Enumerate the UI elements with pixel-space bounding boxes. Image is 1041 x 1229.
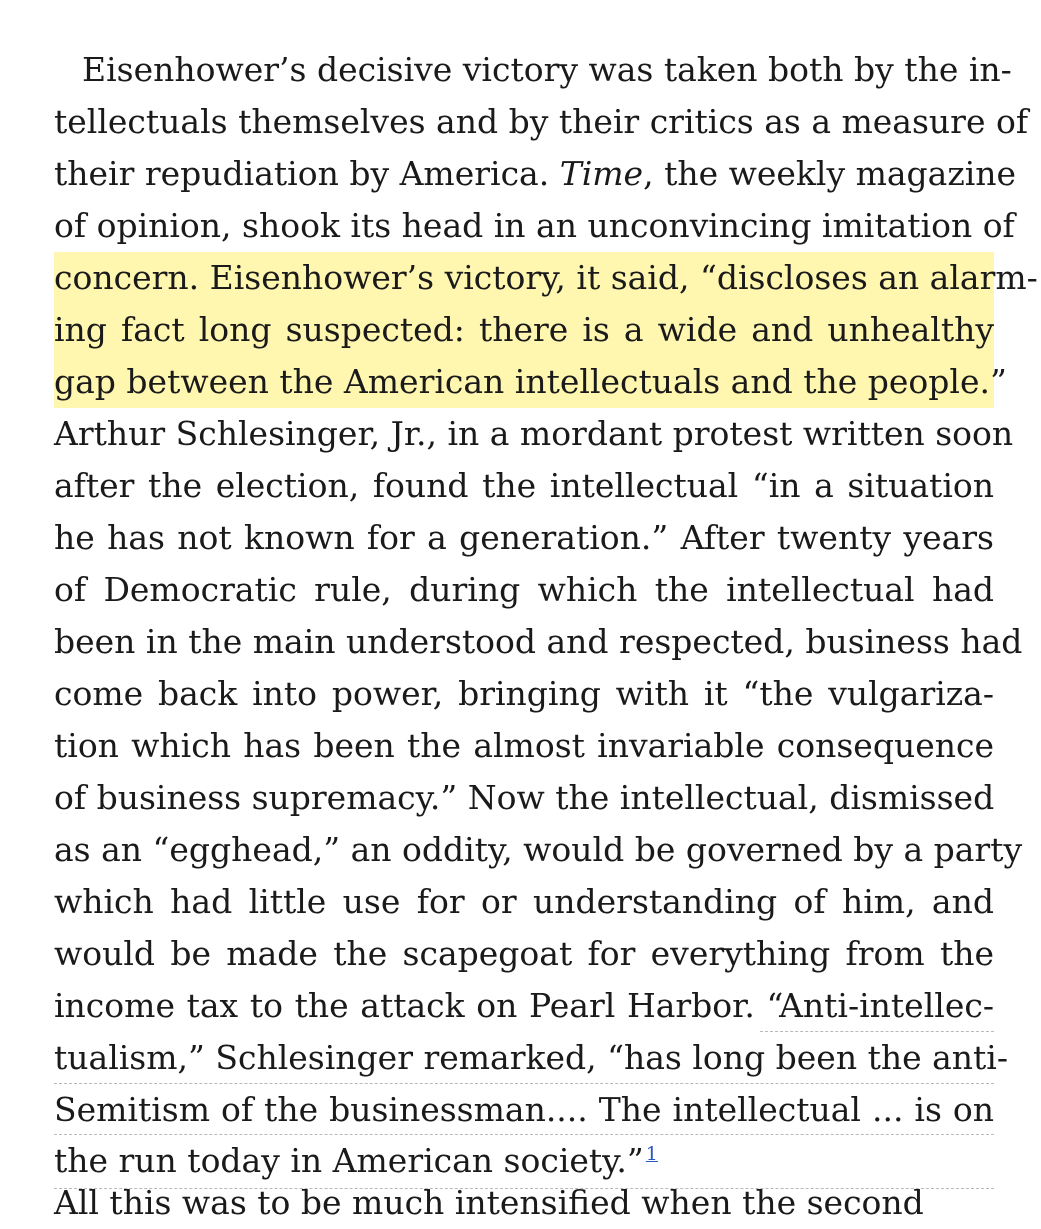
cutoff-text: All this was to be much intensified when the second	[54, 1183, 924, 1222]
underlined-line[interactable]	[54, 1135, 994, 1187]
text-line: after the election, found the intellectual “in a situation	[54, 466, 994, 505]
highlighted-line[interactable]: ing fact long suspected: there is a wide and unhealthy	[54, 304, 994, 356]
text-segment: the run today in American society.”	[54, 1141, 644, 1180]
underlined-line[interactable]: Semitism of the businessman.... The intellectual ... is on	[54, 1084, 994, 1136]
text-line: tion which has been the almost invariable consequence	[54, 726, 994, 765]
text-line: he has not known for a generation.” After twenty years	[54, 518, 994, 557]
text-line: come back into power, bringing with it “the vulgariza-	[54, 674, 994, 713]
text-line: Arthur Schlesinger, Jr., in a mordant protest written soon	[54, 414, 1014, 453]
underlined-line[interactable]: tualism,” Schlesinger remarked, “has long been the anti-	[54, 1032, 994, 1084]
body-paragraph	[54, 44, 1038, 1187]
text-line: income tax to the attack on Pearl Harbor. “Anti-intellec-	[54, 980, 994, 1032]
highlighted-line[interactable]: concern. Eisenhower’s victory, it said, “discloses an alarm-	[54, 252, 994, 304]
highlighted-line[interactable]: gap between the American intellectuals and the people.”	[54, 356, 994, 408]
footnote-link[interactable]: 1	[645, 1143, 658, 1165]
text-line: Eisenhower’s decisive victory was taken both by the in-	[82, 50, 1012, 89]
next-line-cutoff	[54, 1183, 994, 1222]
text-segment: their repudiation by America.	[54, 154, 560, 193]
text-line: would be made the scapegoat for everything from the	[54, 934, 994, 973]
text-segment: , the weekly magazine	[643, 154, 1017, 193]
text-line	[54, 148, 1017, 200]
text-line: been in the main understood and respected, business had	[54, 622, 1023, 661]
text-line: as an “egghead,” an oddity, would be governed by a party	[54, 830, 1023, 869]
text-line: of business supremacy.” Now the intellectual, dismissed	[54, 778, 995, 817]
magazine-title: Time	[559, 154, 644, 193]
text-line: which had little use for or understanding of him, and	[54, 882, 994, 921]
text-line: of Democratic rule, during which the intellectual had	[54, 570, 994, 609]
text-line: tellectuals themselves and by their critics as a measure of	[54, 102, 1029, 141]
text-line: of opinion, shook its head in an unconvincing imitation of	[54, 206, 1015, 245]
